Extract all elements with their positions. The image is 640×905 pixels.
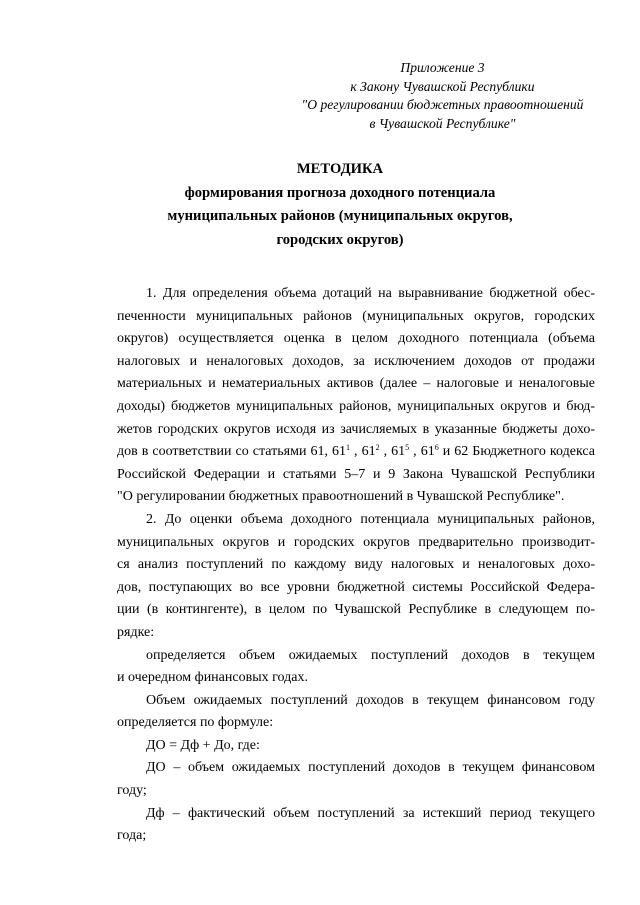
text-line: ДО – объем ожидаемых поступлений доходов в текущем финансовом xyxy=(146,760,595,776)
superscript: 5 xyxy=(405,443,410,453)
text-line: ции (в контингенте), в целом по Чувашской Республике в следующем по- xyxy=(117,602,595,618)
paragraph-1 xyxy=(117,283,595,509)
text-line: "О регулировании бюджетных правоотношений в Чувашской Республике". xyxy=(117,489,565,505)
text-line: муниципальных округов и городских округов предварительно производит- xyxy=(117,534,595,550)
text-run: , 61 xyxy=(413,444,435,460)
text-line: Объем ожидаемых поступлений доходов в текущем финансовом году xyxy=(146,692,595,708)
appendix-law-ref: к Закону Чувашской Республики xyxy=(350,78,535,94)
text-run: , 61 xyxy=(383,444,406,460)
superscript: 1 xyxy=(346,443,350,453)
text-line-with-articles xyxy=(117,441,595,464)
text-line: Дф – фактический объем поступлений за истекший период текущего xyxy=(146,805,595,821)
superscript: 2 xyxy=(375,443,380,453)
text-line: году; xyxy=(117,783,147,799)
document-body xyxy=(117,283,595,848)
text-line: материальных и нематериальных активов (далее – налоговые и неналоговые xyxy=(117,376,595,392)
text-line: 2. До оценки объема доходного потенциала муниципальных районов, xyxy=(146,511,595,527)
title-line-4: городских округов) xyxy=(276,231,404,248)
text-line: доходы) бюджетов муниципальных районов, муниципальных округов и бюд- xyxy=(117,398,595,414)
title-heading: МЕТОДИКА xyxy=(296,161,384,177)
text-line: ся анализ поступлений по каждому виду налоговых и неналоговых дохо- xyxy=(117,557,595,573)
text-line: жетов городских округов исходя из зачисляемых в указанные бюджеты дохо- xyxy=(117,421,595,437)
title-line-3: муниципальных районов (муниципальных округов, xyxy=(167,208,513,224)
text-line: налоговых и неналоговых доходов, за исключением доходов от продажи xyxy=(117,353,595,369)
text-line: 1. Для определения объема дотаций на выравнивание бюджетной обес- xyxy=(146,286,595,301)
appendix-number: Приложение 3 xyxy=(400,60,485,75)
document-title xyxy=(90,158,590,252)
superscript: 6 xyxy=(434,443,439,453)
text-run: и 62 Бюджетного кодекса xyxy=(442,444,595,460)
appendix-law-title-1: "О регулировании бюджетных правоотношений xyxy=(301,97,584,112)
paragraph-4 xyxy=(117,690,595,735)
text-line: дов, поступающих во все уровни бюджетной системы Российской Федера- xyxy=(117,579,595,595)
text-run: , 61 xyxy=(354,444,376,460)
text-line: печенности муниципальных районов (муниципальных округов, городских xyxy=(117,308,595,324)
text-run: дов в соответствии со статьями 61, 61 xyxy=(117,444,346,460)
text-line: Российской Федерации и статьями 5–7 и 9 Закона Чувашской Республики xyxy=(117,466,595,482)
text-line: определяется по формуле: xyxy=(117,715,274,731)
text-line: года; xyxy=(117,828,147,844)
paragraph-3 xyxy=(117,645,595,690)
appendix-law-title-2: в Чувашской Республике" xyxy=(369,115,516,131)
text-line: и очередном финансовых годах. xyxy=(117,670,308,686)
text-line: округов) осуществляется оценка в целом доходного потенциала (объема xyxy=(117,331,595,347)
text-line: определяется объем ожидаемых поступлений доходов в текущем xyxy=(146,647,595,663)
paragraph-5 xyxy=(117,757,595,802)
title-line-2: формирования прогноза доходного потенциала xyxy=(184,184,496,201)
formula: ДО = Дф + До, где: xyxy=(146,737,260,753)
paragraph-2 xyxy=(117,509,595,645)
appendix-header xyxy=(290,59,595,133)
paragraph-6 xyxy=(117,803,595,848)
text-line: рядке: xyxy=(117,624,155,640)
